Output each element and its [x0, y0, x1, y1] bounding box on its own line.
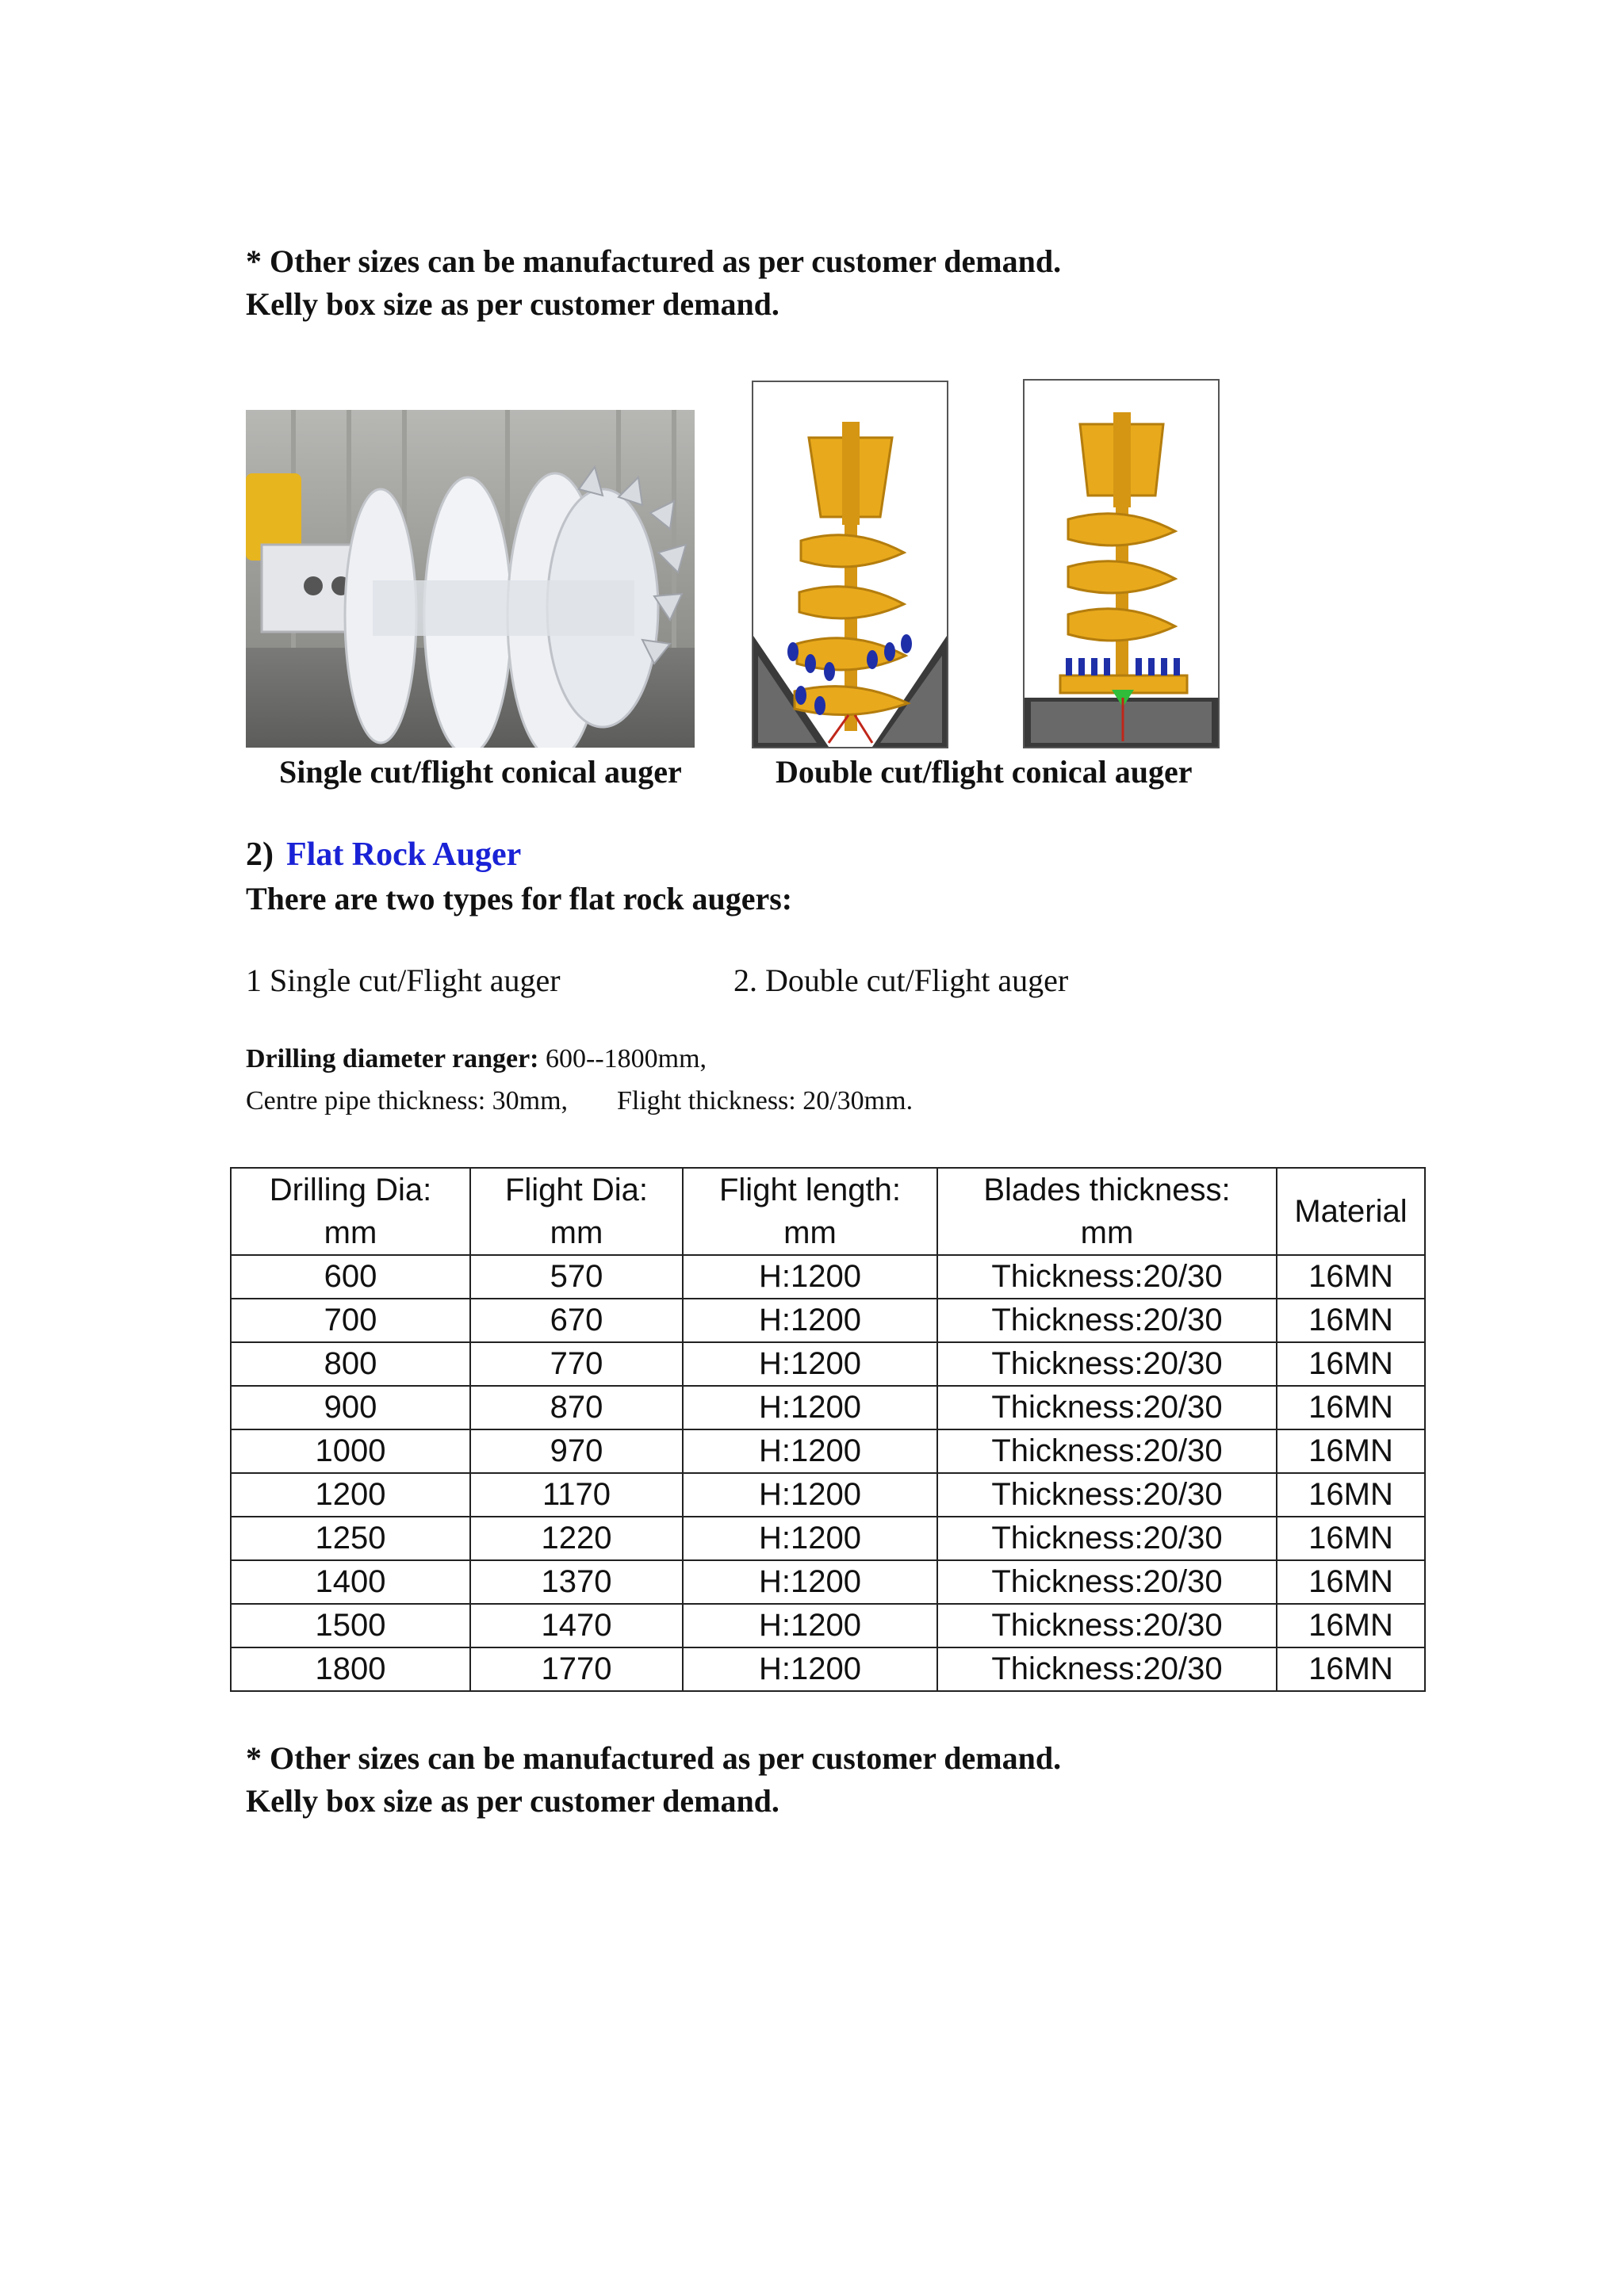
drilling-range-label: Drilling diameter ranger:: [246, 1044, 539, 1073]
top-note-line2: Kelly box size as per customer demand.: [246, 286, 779, 322]
table-cell: 970: [470, 1429, 683, 1473]
header-unit: mm: [550, 1215, 603, 1250]
table-cell: Thickness:20/30: [937, 1604, 1277, 1647]
flight-thickness: Flight thickness: 20/30mm.: [617, 1086, 914, 1115]
header-material: [1277, 1168, 1425, 1255]
header-line: Flight Dia:: [504, 1173, 649, 1207]
table-cell: H:1200: [683, 1560, 937, 1604]
table-cell: Thickness:20/30: [937, 1429, 1277, 1473]
table-header-row: [231, 1168, 1425, 1255]
table-cell: 16MN: [1277, 1604, 1425, 1647]
table-cell: H:1200: [683, 1386, 937, 1429]
table-row: [231, 1386, 1425, 1429]
top-note-line1: * Other sizes can be manufactured as per customer demand.: [246, 243, 1062, 279]
table-cell: 1200: [231, 1473, 470, 1517]
table-cell: 770: [470, 1342, 683, 1386]
header-flight-dia: [470, 1168, 683, 1255]
drilling-range: [246, 1044, 707, 1074]
double-cut-render-right: [1023, 379, 1220, 748]
bottom-note-line2: Kelly box size as per customer demand.: [246, 1783, 779, 1819]
table-cell: 1500: [231, 1604, 470, 1647]
table-row: [231, 1517, 1425, 1560]
table-cell: 1170: [470, 1473, 683, 1517]
single-cut-auger-photo: [246, 410, 695, 748]
table-row: [231, 1299, 1425, 1342]
header-line: Material: [1294, 1194, 1408, 1229]
table-cell: H:1200: [683, 1604, 937, 1647]
table-cell: 16MN: [1277, 1647, 1425, 1691]
table-cell: H:1200: [683, 1517, 937, 1560]
table-cell: Thickness:20/30: [937, 1299, 1277, 1342]
table-cell: Thickness:20/30: [937, 1255, 1277, 1299]
table-cell: 700: [231, 1299, 470, 1342]
table-cell: 16MN: [1277, 1342, 1425, 1386]
section-number: 2): [246, 836, 274, 873]
table-cell: 670: [470, 1299, 683, 1342]
header-line: Blades thickness:: [983, 1173, 1231, 1207]
centre-pipe-thickness: Centre pipe thickness: 30mm,: [246, 1086, 569, 1115]
double-cut-caption: Double cut/flight conical auger: [776, 754, 1193, 790]
table-cell: Thickness:20/30: [937, 1342, 1277, 1386]
table-cell: Thickness:20/30: [937, 1386, 1277, 1429]
table-body: [231, 1255, 1425, 1691]
header-line: Drilling Dia:: [269, 1173, 432, 1207]
table-row: [231, 1473, 1425, 1517]
table-row: [231, 1647, 1425, 1691]
table-cell: H:1200: [683, 1429, 937, 1473]
table-cell: 1800: [231, 1647, 470, 1691]
single-cut-caption: Single cut/flight conical auger: [279, 754, 682, 790]
table-cell: 570: [470, 1255, 683, 1299]
table-cell: 1470: [470, 1604, 683, 1647]
table-cell: H:1200: [683, 1342, 937, 1386]
table-cell: Thickness:20/30: [937, 1517, 1277, 1560]
table-cell: 1250: [231, 1517, 470, 1560]
yellow-conical-auger-illustration: [753, 382, 947, 747]
table-cell: 1000: [231, 1429, 470, 1473]
flat-rock-auger-spec-table: [230, 1167, 1426, 1692]
table-cell: 870: [470, 1386, 683, 1429]
table-cell: 800: [231, 1342, 470, 1386]
table-cell: 1220: [470, 1517, 683, 1560]
table-cell: Thickness:20/30: [937, 1473, 1277, 1517]
header-flight-length: [683, 1168, 937, 1255]
type-single-cut: 1 Single cut/Flight auger: [246, 962, 561, 998]
header-line: Flight length:: [718, 1173, 902, 1207]
yellow-flat-auger-illustration: [1025, 381, 1218, 747]
double-cut-render-left: [752, 381, 948, 748]
table-cell: 1770: [470, 1647, 683, 1691]
table-cell: 600: [231, 1255, 470, 1299]
header-unit: mm: [1080, 1215, 1134, 1250]
flat-rock-auger-title: Flat Rock Auger: [286, 836, 522, 873]
table-cell: Thickness:20/30: [937, 1647, 1277, 1691]
table-cell: 900: [231, 1386, 470, 1429]
table-cell: 16MN: [1277, 1386, 1425, 1429]
table-cell: Thickness:20/30: [937, 1560, 1277, 1604]
table-cell: H:1200: [683, 1299, 937, 1342]
bottom-note-line1: * Other sizes can be manufactured as per customer demand.: [246, 1740, 1062, 1776]
table-cell: 16MN: [1277, 1473, 1425, 1517]
header-unit: mm: [783, 1215, 837, 1250]
table-cell: 16MN: [1277, 1429, 1425, 1473]
table-row: [231, 1429, 1425, 1473]
table-row: [231, 1604, 1425, 1647]
header-blades-thickness: [937, 1168, 1277, 1255]
table-cell: H:1200: [683, 1473, 937, 1517]
table-cell: 16MN: [1277, 1517, 1425, 1560]
table-cell: 1370: [470, 1560, 683, 1604]
header-unit: mm: [324, 1215, 377, 1250]
drilling-range-value: 600--1800mm,: [538, 1044, 707, 1073]
table-cell: H:1200: [683, 1255, 937, 1299]
table-cell: 16MN: [1277, 1560, 1425, 1604]
table-row: [231, 1560, 1425, 1604]
table-cell: 16MN: [1277, 1255, 1425, 1299]
header-drilling-dia: [231, 1168, 470, 1255]
white-auger-illustration: [246, 410, 695, 748]
table-cell: H:1200: [683, 1647, 937, 1691]
section-heading: [246, 836, 521, 874]
table-row: [231, 1342, 1425, 1386]
section-subtitle: There are two types for flat rock augers:: [246, 881, 793, 916]
table-cell: 16MN: [1277, 1299, 1425, 1342]
type-double-cut: 2. Double cut/Flight auger: [733, 962, 1069, 998]
table-cell: 1400: [231, 1560, 470, 1604]
table-row: [231, 1255, 1425, 1299]
